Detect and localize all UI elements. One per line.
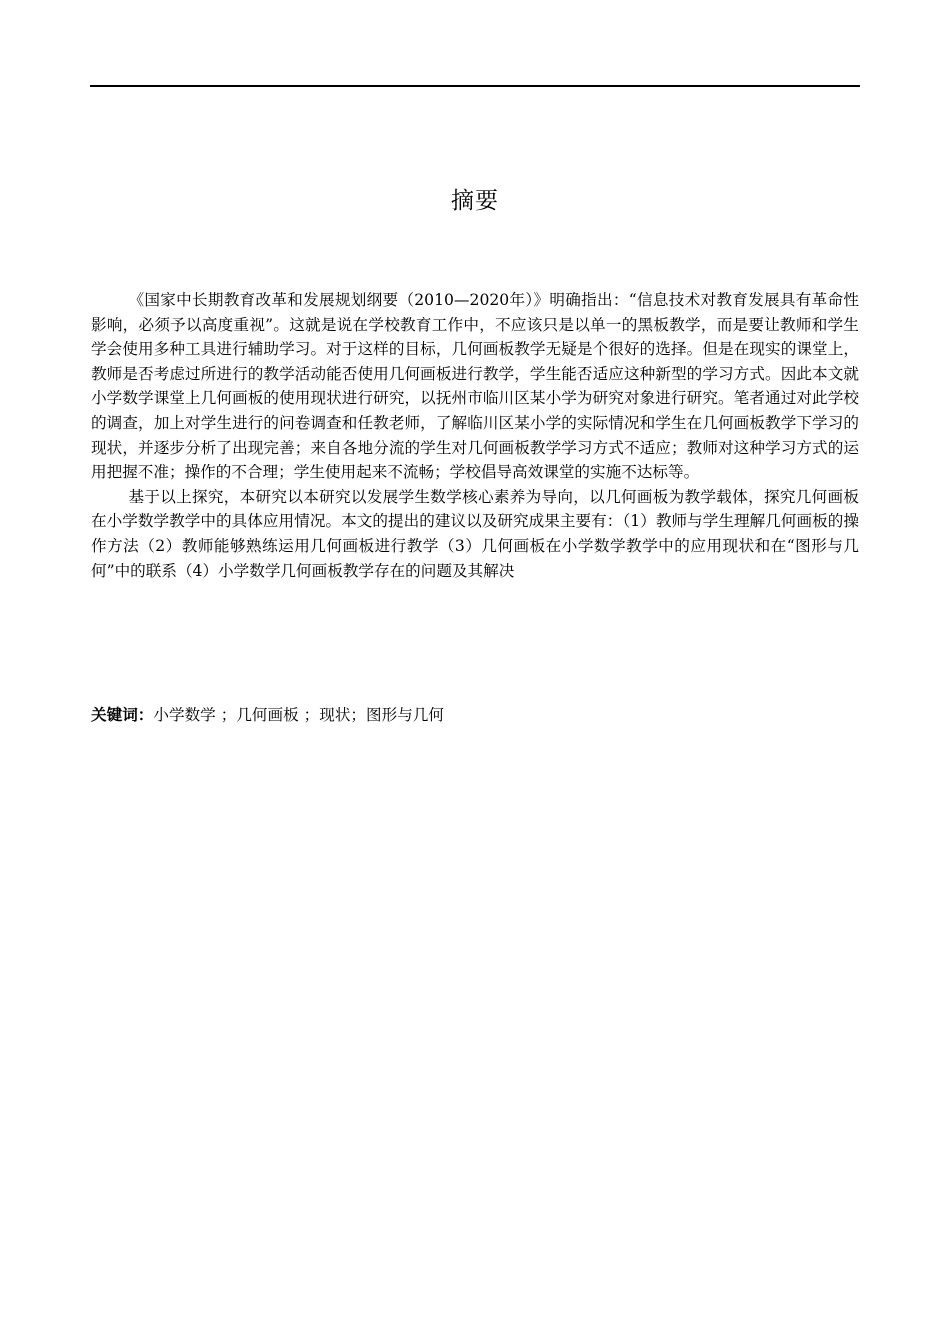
abstract-title: 摘要 xyxy=(451,188,499,214)
keywords-label: 关键词： xyxy=(91,706,154,724)
abstract-paragraph-1: 《国家中长期教育改革和发展规划纲要（2010—2020年）》明确指出：“信息技术对教育发展具有革命性影响，必须予以高度重视”。这就是说在学校教育工作中，不应该只是以单一的黑板教学，而是要让教师和学生学会使用多种工具进行辅助学习。对于这样的目标，几何画板教学无疑是个很好的选择。但是在现实的课堂上，教师是否考虑过所进行的教学活动能否使用几何画板进行教学，学生能否适应这种新型的学习方式。因此本文就小学数学课堂上几何画板的使用现状进行研究，以抚州市临川区某小学为研究对象进行研究。笔者通过对此学校的调查，加上对学生进行的问卷调查和任教老师，了解临川区某小学的实际情况和学生在几何画板教学下学习的现状，并逐步分析了出现完善；来自各地分流的学生对几何画板教学学习方式不适应；教师对这种学习方式的运用把握不准；操作的不合理；学生使用起来不流畅；学校倡导高效课堂的实施不达标等。 xyxy=(91,291,859,482)
header-rule xyxy=(90,85,860,87)
abstract-body xyxy=(91,288,859,583)
keywords-line xyxy=(91,703,859,727)
keywords-value: 小学数学 ；几何画板 ；现状；图形与几何 xyxy=(153,706,444,724)
abstract-paragraph-2: 基于以上探究，本研究以本研究以发展学生数学核心素养为导向，以几何画板为教学载体，探究几何画板在小学数学教学中的具体应用情况。本文的提出的建议以及研究成果主要有：（1）教师与学生理解几何画板的操作方法（2）教师能够熟练运用几何画板进行教学（3）几何画板在小学数学教学中的应用现状和在“图形与几何”中的联系（4）小学数学几何画板教学存在的问题及其解决 xyxy=(91,487,859,580)
